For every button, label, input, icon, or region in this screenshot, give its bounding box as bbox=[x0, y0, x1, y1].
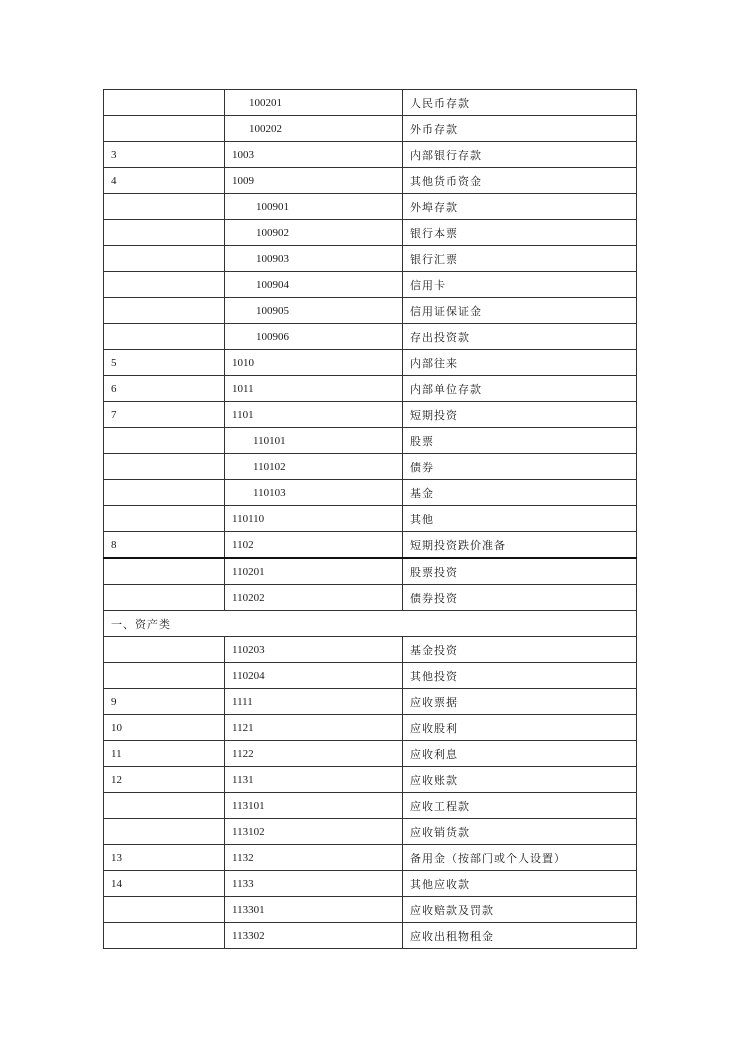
table-row bbox=[104, 767, 637, 793]
table-row bbox=[104, 480, 637, 506]
table-row bbox=[104, 220, 637, 246]
account-code: 110103 bbox=[225, 480, 403, 506]
table-row bbox=[104, 272, 637, 298]
account-name: 股票投资 bbox=[403, 558, 637, 585]
account-name: 信用证保证金 bbox=[403, 298, 637, 324]
account-code: 100902 bbox=[225, 220, 403, 246]
account-code: 110101 bbox=[225, 428, 403, 454]
account-code-table-container bbox=[103, 89, 636, 949]
account-name: 应收工程款 bbox=[403, 793, 637, 819]
row-number bbox=[104, 428, 225, 454]
account-name: 内部往来 bbox=[403, 350, 637, 376]
row-number bbox=[104, 90, 225, 116]
account-name: 人民币存款 bbox=[403, 90, 637, 116]
row-number bbox=[104, 272, 225, 298]
row-number bbox=[104, 220, 225, 246]
row-number bbox=[104, 194, 225, 220]
row-number bbox=[104, 663, 225, 689]
row-number bbox=[104, 246, 225, 272]
row-number: 10 bbox=[104, 715, 225, 741]
account-code: 110202 bbox=[225, 585, 403, 611]
table-row bbox=[104, 871, 637, 897]
section-title: 一、资产类 bbox=[104, 611, 637, 637]
account-code: 100905 bbox=[225, 298, 403, 324]
account-code: 113102 bbox=[225, 819, 403, 845]
row-number bbox=[104, 480, 225, 506]
account-name: 应收票据 bbox=[403, 689, 637, 715]
account-code: 100202 bbox=[225, 116, 403, 142]
table-row bbox=[104, 168, 637, 194]
table-row bbox=[104, 324, 637, 350]
row-number: 3 bbox=[104, 142, 225, 168]
table-row bbox=[104, 819, 637, 845]
table-row bbox=[104, 637, 637, 663]
row-number bbox=[104, 793, 225, 819]
row-number: 12 bbox=[104, 767, 225, 793]
account-name: 应收销货款 bbox=[403, 819, 637, 845]
table-row bbox=[104, 897, 637, 923]
account-name: 外埠存款 bbox=[403, 194, 637, 220]
account-name: 应收股利 bbox=[403, 715, 637, 741]
table-row bbox=[104, 298, 637, 324]
account-code: 110201 bbox=[225, 558, 403, 585]
account-name: 债券投资 bbox=[403, 585, 637, 611]
table-row bbox=[104, 923, 637, 949]
account-name: 其他投资 bbox=[403, 663, 637, 689]
row-number bbox=[104, 506, 225, 532]
account-code: 1010 bbox=[225, 350, 403, 376]
account-code: 1122 bbox=[225, 741, 403, 767]
row-number bbox=[104, 558, 225, 585]
account-code: 110102 bbox=[225, 454, 403, 480]
account-code-table-body bbox=[104, 90, 637, 949]
account-name: 内部银行存款 bbox=[403, 142, 637, 168]
row-number bbox=[104, 585, 225, 611]
account-code: 1011 bbox=[225, 376, 403, 402]
account-name: 股票 bbox=[403, 428, 637, 454]
row-number: 5 bbox=[104, 350, 225, 376]
row-number bbox=[104, 819, 225, 845]
account-code: 100901 bbox=[225, 194, 403, 220]
account-name: 短期投资 bbox=[403, 402, 637, 428]
table-row bbox=[104, 194, 637, 220]
account-code: 113301 bbox=[225, 897, 403, 923]
row-number bbox=[104, 298, 225, 324]
account-code: 1102 bbox=[225, 532, 403, 559]
account-name: 基金投资 bbox=[403, 637, 637, 663]
account-name: 银行本票 bbox=[403, 220, 637, 246]
account-code: 113101 bbox=[225, 793, 403, 819]
table-row bbox=[104, 428, 637, 454]
account-code: 1111 bbox=[225, 689, 403, 715]
account-name: 应收出租物租金 bbox=[403, 923, 637, 949]
row-number bbox=[104, 923, 225, 949]
row-number: 8 bbox=[104, 532, 225, 559]
section-header-row bbox=[104, 611, 637, 637]
row-number: 13 bbox=[104, 845, 225, 871]
table-row bbox=[104, 663, 637, 689]
row-number bbox=[104, 324, 225, 350]
table-row bbox=[104, 116, 637, 142]
account-name: 其他货币资金 bbox=[403, 168, 637, 194]
table-row bbox=[104, 532, 637, 559]
table-row bbox=[104, 142, 637, 168]
account-name: 债券 bbox=[403, 454, 637, 480]
table-row bbox=[104, 350, 637, 376]
table-row bbox=[104, 454, 637, 480]
table-row bbox=[104, 402, 637, 428]
account-name: 其他 bbox=[403, 506, 637, 532]
account-name: 内部单位存款 bbox=[403, 376, 637, 402]
account-name: 存出投资款 bbox=[403, 324, 637, 350]
account-code: 110203 bbox=[225, 637, 403, 663]
account-code: 1132 bbox=[225, 845, 403, 871]
account-name: 应收利息 bbox=[403, 741, 637, 767]
table-row bbox=[104, 558, 637, 585]
row-number bbox=[104, 116, 225, 142]
account-code: 100906 bbox=[225, 324, 403, 350]
table-row bbox=[104, 376, 637, 402]
row-number: 14 bbox=[104, 871, 225, 897]
table-row bbox=[104, 90, 637, 116]
row-number: 7 bbox=[104, 402, 225, 428]
table-row bbox=[104, 506, 637, 532]
account-code: 110204 bbox=[225, 663, 403, 689]
account-name: 外币存款 bbox=[403, 116, 637, 142]
account-code: 1121 bbox=[225, 715, 403, 741]
account-name: 应收账款 bbox=[403, 767, 637, 793]
account-name: 短期投资跌价准备 bbox=[403, 532, 637, 559]
row-number: 6 bbox=[104, 376, 225, 402]
account-name: 应收赔款及罚款 bbox=[403, 897, 637, 923]
table-row bbox=[104, 845, 637, 871]
account-name: 其他应收款 bbox=[403, 871, 637, 897]
account-name: 信用卡 bbox=[403, 272, 637, 298]
table-row bbox=[104, 246, 637, 272]
row-number bbox=[104, 454, 225, 480]
account-code: 110110 bbox=[225, 506, 403, 532]
account-code: 1003 bbox=[225, 142, 403, 168]
row-number bbox=[104, 897, 225, 923]
account-code: 100904 bbox=[225, 272, 403, 298]
row-number: 11 bbox=[104, 741, 225, 767]
account-code: 1133 bbox=[225, 871, 403, 897]
table-row bbox=[104, 793, 637, 819]
account-code: 1101 bbox=[225, 402, 403, 428]
table-row bbox=[104, 741, 637, 767]
account-code-table bbox=[103, 89, 637, 949]
account-code: 100903 bbox=[225, 246, 403, 272]
account-name: 银行汇票 bbox=[403, 246, 637, 272]
account-code: 1009 bbox=[225, 168, 403, 194]
row-number: 4 bbox=[104, 168, 225, 194]
account-name: 基金 bbox=[403, 480, 637, 506]
row-number: 9 bbox=[104, 689, 225, 715]
account-name: 备用金（按部门或个人设置） bbox=[403, 845, 637, 871]
row-number bbox=[104, 637, 225, 663]
table-row bbox=[104, 715, 637, 741]
table-row bbox=[104, 689, 637, 715]
account-code: 100201 bbox=[225, 90, 403, 116]
account-code: 113302 bbox=[225, 923, 403, 949]
table-row bbox=[104, 585, 637, 611]
account-code: 1131 bbox=[225, 767, 403, 793]
